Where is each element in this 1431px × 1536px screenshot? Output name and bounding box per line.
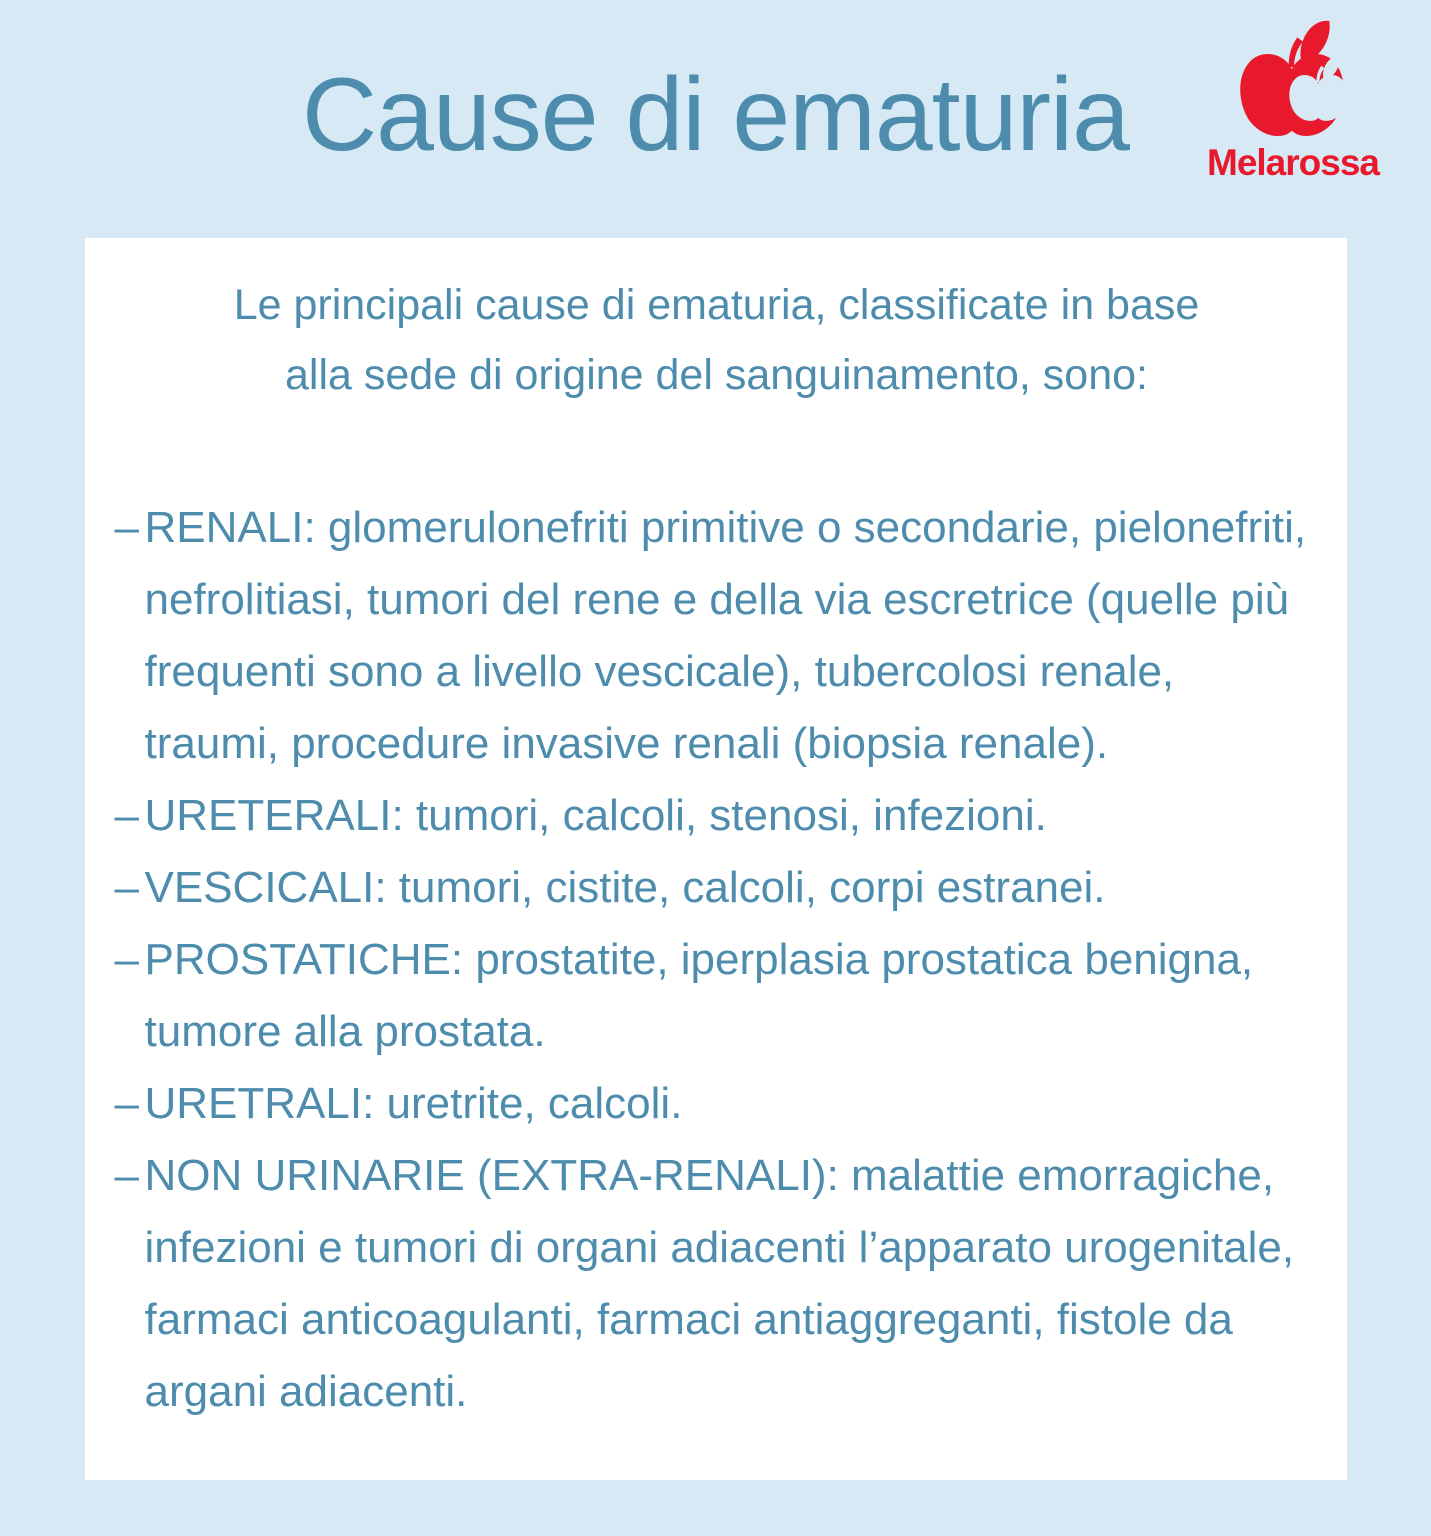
header [0, 0, 1431, 238]
bullet-dash: – [114, 863, 139, 912]
bullet-dash: – [114, 791, 139, 840]
bullet-dash: – [114, 1151, 139, 1200]
list-item-renali [115, 492, 1319, 780]
list-item-text: PROSTATICHE: prostatite, iperplasia prostatica benigna, tumore alla prostata. [144, 935, 1254, 1056]
list-item-non-urinarie [115, 1140, 1319, 1428]
apple-icon [1237, 16, 1349, 140]
list-item-vescicali [115, 852, 1319, 924]
list-item-text: NON URINARIE (EXTRA-RENALI): malattie emorragiche, infezioni e tumori di organi adiacenti l’apparato urogenitale, farmaci anticoagulanti, farmaci antiaggreganti, fistole da argani adiacenti. [144, 1151, 1295, 1416]
causes-list [115, 492, 1319, 1428]
page-title: Cause di ematuria [302, 57, 1129, 173]
bullet-dash: – [114, 1079, 139, 1128]
content-card [85, 238, 1347, 1480]
list-item-text: RENALI: glomerulonefriti primitive o secondarie, pielonefriti, nefrolitiasi, tumori del rene e della via escretrice (quelle più frequenti sono a livello vescicale), tubercolosi renale, traumi, procedure invasive renali (biopsia renale). [144, 503, 1307, 768]
list-item-text: URETRALI: uretrite, calcoli. [144, 1079, 683, 1128]
brand-name: Melarossa [1207, 142, 1379, 183]
intro-line: alla sede di origine del sanguinamento, sono: [285, 351, 1148, 399]
list-item-prostatiche [115, 924, 1319, 1068]
melarossa-logo [1205, 16, 1381, 184]
bullet-dash: – [114, 935, 139, 984]
list-item-text: VESCICALI: tumori, cistite, calcoli, corpi estranei. [144, 863, 1106, 912]
list-item-text: URETERALI: tumori, calcoli, stenosi, infezioni. [144, 791, 1047, 840]
list-item-ureterali [115, 780, 1319, 852]
intro-line: Le principali cause di ematuria, classificate in base [233, 281, 1200, 329]
bullet-dash: – [114, 503, 139, 552]
list-item-uretrali [115, 1068, 1319, 1140]
intro-paragraph [115, 270, 1319, 410]
